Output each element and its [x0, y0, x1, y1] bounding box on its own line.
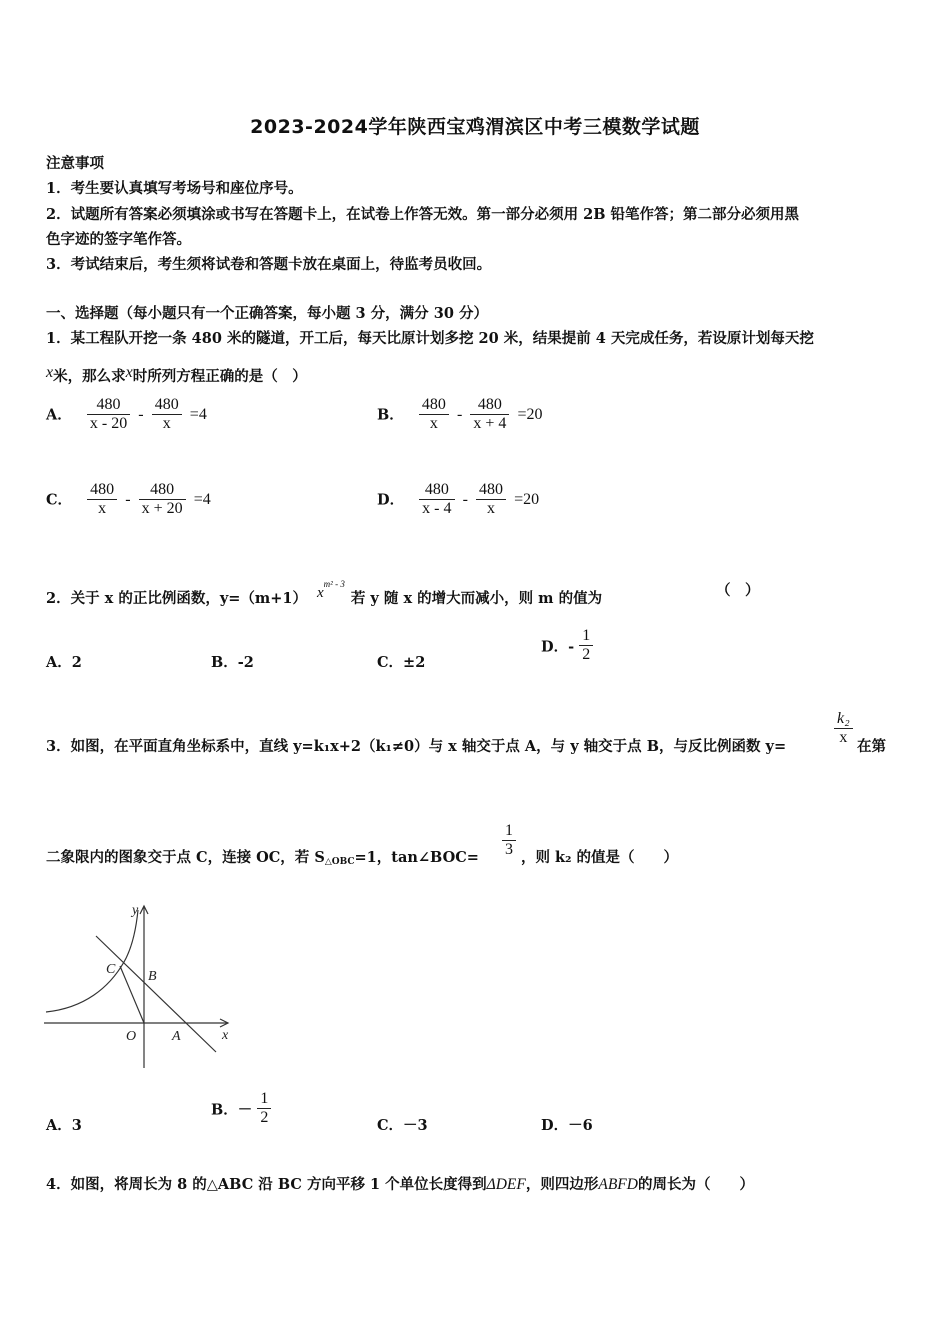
q2-d-frac: $\frac{1}{2}$: [579, 627, 593, 665]
q1-option-d[interactable]: D． $\frac{480}{x - 4}$ - $\frac{480}{x}$ =20: [377, 481, 540, 518]
q3-k2-frac: $\frac{\text{k₂}}{x}$: [834, 710, 853, 748]
q1-option-d-label: D．: [377, 491, 405, 509]
segment-oc: [120, 966, 144, 1023]
q1-d-frac1: $\frac{480}{x - 4}$: [419, 481, 454, 519]
notice-item-2-cont: 色字迹的签字笔作答。: [46, 231, 191, 248]
q1-option-c-label: C．: [46, 491, 73, 509]
q3-stem-end: 在第: [857, 738, 886, 755]
q3-option-b-label: B．－: [211, 1101, 253, 1119]
q3-option-a[interactable]: A．3: [46, 1117, 82, 1134]
page-title: 2023-2024学年陕西宝鸡渭滨区中考三模数学试题: [250, 116, 700, 138]
q3-option-b[interactable]: [211, 1090, 271, 1128]
notice-item-1: 1．考生要认真填写考场号和座位序号。: [46, 180, 303, 197]
q4-stem: 4．如图，将周长为 8 的△ABC 沿 BC 方向平移 1 个单位长度得到ΔDEF，则四边形ABFD的周长为（ ）: [46, 1176, 754, 1193]
q3-stem-line2: 二象限内的图象交于点 C，连接 OC，若 $S_{\triangle OBC}=1$，tan∠BOC=: [46, 849, 479, 867]
q3-stem: 3．如图，在平面直角坐标系中，直线 y=k₁x+2（k₁≠0）与 x 轴交于点 A，与 y 轴交于点 B，与反比例函数 y=: [46, 738, 787, 755]
q1-text-b: 时所列方程正确的是（ ）: [132, 368, 307, 385]
notice-item-3: 3．考试结束后，考生须将试卷和答题卡放在桌面上，待监考员收回。: [46, 256, 492, 273]
q2-option-c[interactable]: C．±2: [377, 654, 426, 671]
q1-d-frac2: $\frac{480}{x}$: [476, 481, 506, 519]
q2-option-b[interactable]: B．-2: [211, 654, 254, 671]
q1-stem: 1．某工程队开挖一条 480 米的隧道，开工后，每天比原计划多挖 20 米，结果提前 4 天完成任务，若设原计划每天挖: [46, 330, 814, 347]
q1-stem-line2: [46, 364, 307, 386]
q2-suffix: 若 y 随 x 的增大而减小，则 m 的值为: [350, 590, 603, 607]
fig-label-x: x: [222, 1028, 229, 1043]
q1-option-a-label: A．: [46, 406, 72, 424]
q1-option-a[interactable]: A． $\frac{480}{x - 20}$ - $\frac{480}{x}$ =4: [46, 396, 207, 433]
q1-a-frac1: $\frac{480}{x - 20}$: [87, 396, 130, 434]
q1-var-x2: x: [125, 364, 133, 381]
q2-stem: [46, 579, 602, 608]
q1-option-c[interactable]: C． $\frac{480}{x}$ - $\frac{480}{x + 20}$ =4: [46, 481, 211, 518]
q1-c-frac1: $\frac{480}{x}$: [87, 481, 117, 519]
fig-label-o: O: [126, 1029, 137, 1044]
q2-option-d-label: D．-: [541, 638, 575, 656]
line-ab: [96, 936, 216, 1052]
hyperbola-curve: [46, 910, 138, 1012]
notice-item-2: 2．试题所有答案必须填涂或书写在答题卡上，在试卷上作答无效。第一部分必须用 2B 铅笔作答；第二部分必须用黑: [46, 206, 800, 223]
q3-option-c[interactable]: C．－3: [377, 1117, 428, 1134]
fig-label-c: C: [106, 962, 116, 977]
section-heading: 一、选择题（每小题只有一个正确答案，每小题 3 分，满分 30 分）: [46, 305, 488, 322]
q1-option-b[interactable]: B． $\frac{480}{x}$ - $\frac{480}{x + 4}$ =20: [377, 396, 543, 433]
q3-b-frac: $\frac{1}{2}$: [257, 1090, 271, 1128]
notice-heading: 注意事项: [46, 155, 104, 172]
q3-stem-line2-end: ，则 k₂ 的值是（ ）: [521, 849, 678, 866]
q1-text-a: 米，那么求: [53, 368, 126, 385]
q1-b-frac1: $\frac{480}{x}$: [419, 396, 449, 434]
q2-option-a[interactable]: A．2: [46, 654, 82, 671]
q2-prefix: 2．关于 x 的正比例函数，y=（m+1）: [46, 590, 307, 607]
q1-option-b-label: B．: [377, 406, 404, 424]
q3-figure: [44, 900, 236, 1076]
q2-power: $x^{m^2 - 3}$: [317, 579, 345, 601]
q2-option-d[interactable]: [541, 627, 593, 665]
q3-tan-frac: $\frac{1}{3}$: [502, 822, 516, 860]
fig-label-a: A: [172, 1029, 181, 1044]
q1-c-frac2: $\frac{480}{x + 20}$: [139, 481, 186, 519]
fig-label-b: B: [148, 969, 157, 984]
q2-paren: （ ）: [716, 582, 760, 599]
q1-var-x: x: [46, 364, 54, 381]
q1-b-frac2: $\frac{480}{x + 4}$: [470, 396, 509, 434]
q1-a-frac2: $\frac{480}{x}$: [152, 396, 182, 434]
fig-label-y: y: [132, 903, 139, 918]
q3-option-d[interactable]: D．－6: [541, 1117, 593, 1134]
